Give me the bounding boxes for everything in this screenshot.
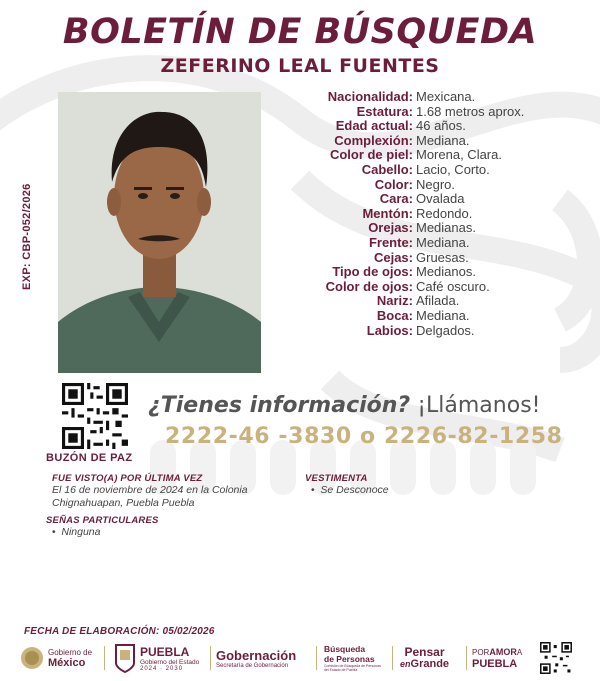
logo-puebla xyxy=(114,640,199,676)
logo-gobierno-mexico xyxy=(20,640,92,676)
detail-row xyxy=(300,119,590,134)
busqueda-line2: de Personas xyxy=(324,654,375,664)
gobmx-line2: México xyxy=(48,656,86,669)
logo-pensar-en-grande xyxy=(400,640,449,676)
detail-row xyxy=(300,178,590,193)
detail-row xyxy=(300,105,590,120)
clothing-item-text: Se Desconoce xyxy=(320,484,389,496)
physical-description xyxy=(300,90,590,338)
detail-value: Mexicana. xyxy=(416,89,476,104)
busqueda-line1: Búsqueda xyxy=(324,644,366,654)
qr-code-icon[interactable] xyxy=(62,383,128,449)
puebla-line1: PUEBLA xyxy=(140,644,190,659)
detail-value: Delgados. xyxy=(416,322,475,338)
detail-row xyxy=(300,134,590,149)
detail-row xyxy=(300,309,590,324)
pensar-line3: Grande xyxy=(410,658,450,670)
detail-row xyxy=(300,90,590,105)
puebla-line2: Gobierno del Estado xyxy=(140,658,200,666)
clothing-section xyxy=(305,473,505,496)
pensar-line1: Pensar xyxy=(404,645,445,659)
bulletin-title: BOLETÍN DE BÚSQUEDA xyxy=(62,12,538,52)
puebla-line3: 2024 · 2030 xyxy=(140,665,184,672)
detail-row xyxy=(300,280,590,295)
marks-item: • Ninguna xyxy=(46,526,101,538)
detail-value: Café oscuro. xyxy=(416,278,490,294)
detail-value: Negro. xyxy=(416,176,456,192)
detail-label: Cara: xyxy=(379,191,413,207)
clothing-label: VESTIMENTA xyxy=(305,473,368,484)
detail-label: Mentón: xyxy=(362,205,413,221)
detail-row xyxy=(300,221,590,236)
detail-label: Tipo de ojos: xyxy=(332,264,413,280)
divider xyxy=(210,646,211,670)
last-seen-section xyxy=(52,473,302,510)
detail-row xyxy=(300,163,590,178)
gobernacion-line2: Secretaría de Gobernación xyxy=(216,662,289,669)
amor-line2: AMOR xyxy=(489,646,517,657)
detail-label: Complexión: xyxy=(334,132,413,148)
detail-label: Estatura: xyxy=(356,103,413,119)
amor-line1: POR xyxy=(472,647,490,657)
contact-phones[interactable]: 2222-46 -3830 o 2226-82-1258 xyxy=(165,424,563,449)
last-seen-line2: Chignahuapan, Puebla Puebla xyxy=(52,497,195,509)
divider xyxy=(316,646,317,670)
person-name: ZEFERINO LEAL FUENTES xyxy=(160,55,440,77)
marks-item-text: Ninguna xyxy=(61,526,101,538)
detail-label: Boca: xyxy=(376,307,413,323)
detail-label: Color de piel: xyxy=(329,147,413,163)
detail-row xyxy=(300,207,590,222)
detail-value: 46 años. xyxy=(416,118,466,134)
detail-value: Gruesas. xyxy=(416,249,469,265)
detail-label: Orejas: xyxy=(368,220,413,236)
detail-value: Medianos. xyxy=(416,264,476,280)
last-seen-line1: El 16 de noviembre de 2024 en la Colonia xyxy=(52,484,248,496)
marks-section xyxy=(46,515,296,538)
case-number: EXP: CBP-052/2026 xyxy=(21,183,33,290)
detail-row xyxy=(300,192,590,207)
pensar-line2: en xyxy=(400,659,411,669)
divider xyxy=(104,646,105,670)
detail-label: Nariz: xyxy=(376,293,413,309)
contact-call: ¡Llámanos! xyxy=(417,393,541,418)
marks-label: SEÑAS PARTICULARES xyxy=(46,515,159,526)
detail-row xyxy=(300,265,590,280)
footer-qr-code-icon[interactable] xyxy=(540,642,572,674)
detail-label: Edad actual: xyxy=(335,118,413,134)
detail-label: Labios: xyxy=(366,322,413,338)
footer-logos xyxy=(20,640,580,676)
detail-value: Ovalada xyxy=(416,191,465,207)
detail-value: Mediana. xyxy=(416,234,470,250)
detail-row xyxy=(300,148,590,163)
detail-value: Medianas. xyxy=(416,220,476,236)
busqueda-line3: Comisión de Búsqueda de Personas del Estado de Puebla xyxy=(324,664,381,672)
detail-label: Nacionalidad: xyxy=(327,89,413,104)
detail-value: Mediana. xyxy=(416,307,470,323)
detail-value: Lacio, Corto. xyxy=(416,161,490,177)
person-photo xyxy=(58,92,261,373)
gobernacion-line1: Gobernación xyxy=(216,647,297,663)
detail-value: 1.68 metros aprox. xyxy=(416,103,525,119)
divider xyxy=(466,646,467,670)
detail-label: Color de ojos: xyxy=(325,278,413,294)
amor-line3: A xyxy=(516,647,523,657)
amor-line4: PUEBLA xyxy=(472,657,518,670)
contact-heading xyxy=(148,393,540,418)
detail-value: Afilada. xyxy=(416,293,460,309)
detail-label: Color: xyxy=(374,176,413,192)
detail-row xyxy=(300,294,590,309)
detail-label: Cejas: xyxy=(373,249,413,265)
detail-row xyxy=(300,324,590,339)
elaboration-date: FECHA DE ELABORACIÓN: 05/02/2026 xyxy=(24,626,215,637)
last-seen-label: FUE VISTO(A) POR ÚLTIMA VEZ xyxy=(52,473,203,484)
person-portrait-image xyxy=(58,92,261,373)
clothing-item: • Se Desconoce xyxy=(305,484,389,496)
divider xyxy=(392,646,393,670)
logo-por-amor-a-puebla xyxy=(472,640,522,676)
detail-row xyxy=(300,251,590,266)
logo-busqueda-personas xyxy=(324,640,384,676)
puebla-shield-icon xyxy=(114,643,136,673)
detail-value: Redondo. xyxy=(416,205,473,221)
detail-label: Cabello: xyxy=(361,161,413,177)
eagle-seal-icon xyxy=(20,646,44,670)
contact-question: ¿Tienes información? xyxy=(148,393,411,418)
detail-value: Morena, Clara. xyxy=(416,147,502,163)
detail-label: Frente: xyxy=(368,234,413,250)
gobmx-line1: Gobierno de xyxy=(48,647,93,657)
detail-value: Mediana. xyxy=(416,132,470,148)
detail-row xyxy=(300,236,590,251)
logo-gobernacion xyxy=(216,640,296,676)
buzon-de-paz-label: BUZÓN DE PAZ xyxy=(46,452,133,464)
